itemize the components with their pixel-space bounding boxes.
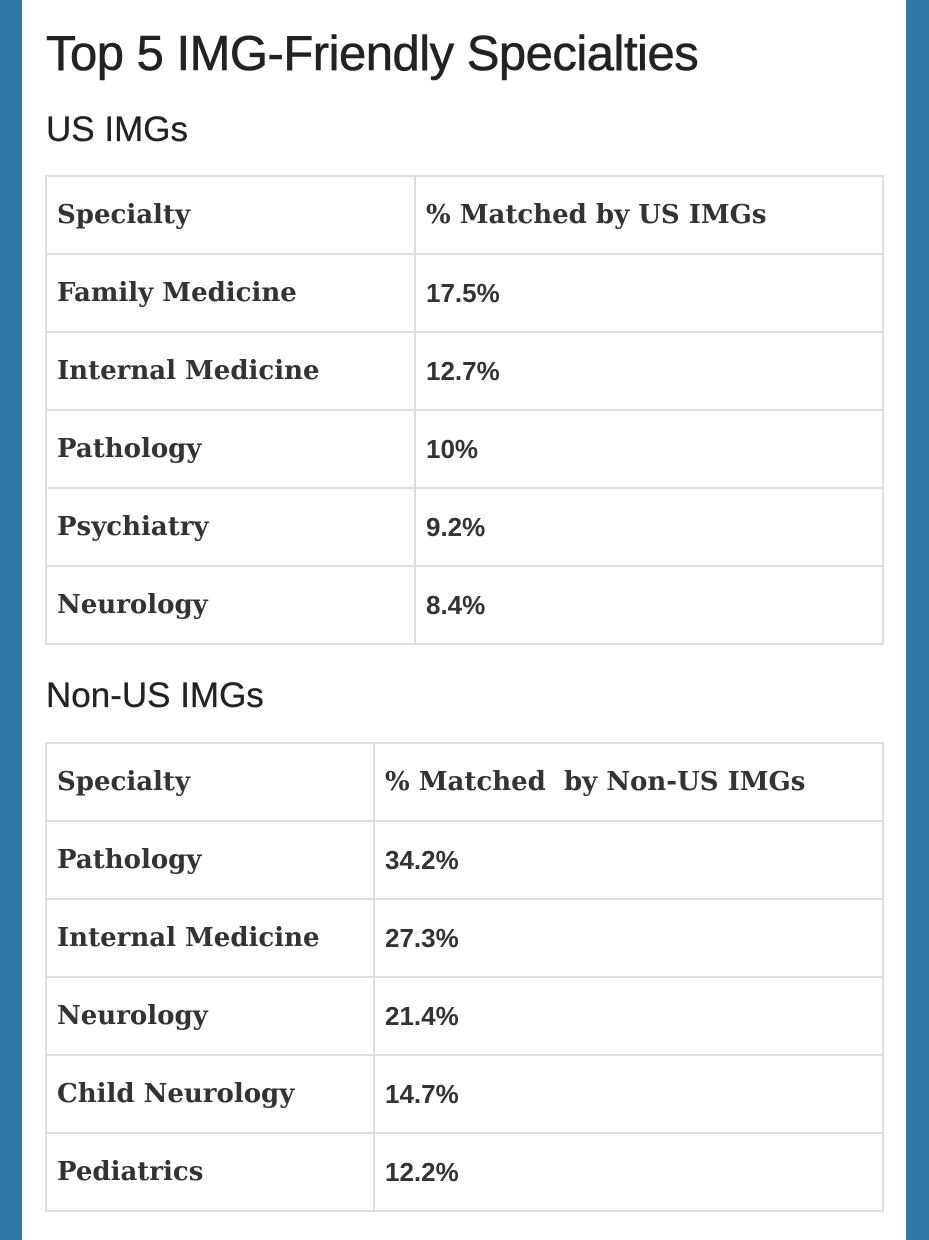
specialty-cell: Neurology xyxy=(46,977,374,1055)
non-us-imgs-heading: Non-US IMGs xyxy=(46,676,264,715)
percent-cell: 34.2% xyxy=(374,821,883,899)
us-imgs-heading: US IMGs xyxy=(46,110,188,149)
non-us-imgs-table xyxy=(45,742,884,1212)
column-header-specialty: Specialty xyxy=(46,743,374,821)
specialty-cell: Child Neurology xyxy=(46,1055,374,1133)
specialty-cell: Family Medicine xyxy=(46,254,415,332)
table-row xyxy=(46,410,883,488)
specialty-cell: Pediatrics xyxy=(46,1133,374,1211)
table-header-row xyxy=(46,743,883,821)
specialty-cell: Internal Medicine xyxy=(46,332,415,410)
table-row xyxy=(46,977,883,1055)
column-header-percent: % Matched by US IMGs xyxy=(415,176,883,254)
percent-cell: 14.7% xyxy=(374,1055,883,1133)
percent-cell: 12.2% xyxy=(374,1133,883,1211)
percent-cell: 27.3% xyxy=(374,899,883,977)
table-row xyxy=(46,566,883,644)
percent-cell: 21.4% xyxy=(374,977,883,1055)
specialty-cell: Neurology xyxy=(46,566,415,644)
table-row xyxy=(46,332,883,410)
percent-cell: 12.7% xyxy=(415,332,883,410)
table-row xyxy=(46,488,883,566)
us-imgs-table xyxy=(45,175,884,645)
table-row xyxy=(46,821,883,899)
percent-cell: 10% xyxy=(415,410,883,488)
table-row xyxy=(46,1055,883,1133)
specialty-cell: Pathology xyxy=(46,821,374,899)
page-title: Top 5 IMG-Friendly Specialties xyxy=(46,27,699,81)
table-row xyxy=(46,1133,883,1211)
table-row xyxy=(46,899,883,977)
column-header-percent: % Matched by Non-US IMGs xyxy=(374,743,883,821)
percent-cell: 17.5% xyxy=(415,254,883,332)
table-header-row xyxy=(46,176,883,254)
specialty-cell: Psychiatry xyxy=(46,488,415,566)
specialty-cell: Internal Medicine xyxy=(46,899,374,977)
percent-cell: 9.2% xyxy=(415,488,883,566)
percent-cell: 8.4% xyxy=(415,566,883,644)
specialty-cell: Pathology xyxy=(46,410,415,488)
column-header-specialty: Specialty xyxy=(46,176,415,254)
table-row xyxy=(46,254,883,332)
article-page xyxy=(22,0,906,1240)
